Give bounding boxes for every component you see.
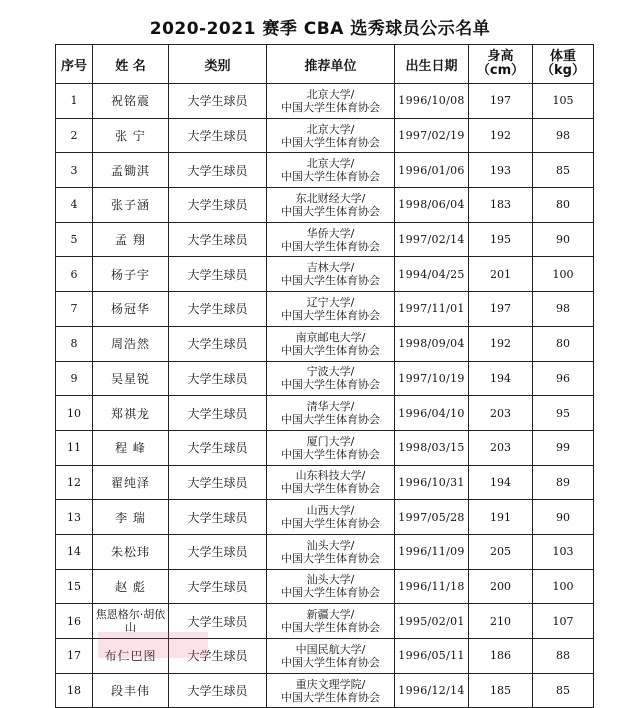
cell-dob: 1996/10/08 [395, 84, 469, 119]
cell-name: 郑祺龙 [93, 396, 169, 431]
cell-height: 191 [469, 500, 533, 535]
cell-name: 焦恩格尔·胡依山 [93, 604, 169, 639]
cell-name: 祝铭震 [93, 84, 169, 119]
cell-dob: 1996/11/18 [395, 569, 469, 604]
unit-association: 中国大学生体育协会 [281, 274, 380, 288]
cell-weight: 90 [533, 222, 594, 257]
cell-unit [267, 188, 395, 223]
table-row [56, 534, 594, 569]
cell-dob: 1998/03/15 [395, 430, 469, 465]
cell-unit [267, 673, 395, 708]
cell-seq: 2 [56, 118, 93, 153]
header-height [469, 45, 533, 84]
unit-association: 中国大学生体育协会 [281, 308, 380, 322]
cell-seq: 17 [56, 639, 93, 674]
header-category: 类别 [169, 45, 267, 84]
draft-roster-table [55, 44, 594, 708]
cell-category: 大学生球员 [169, 430, 267, 465]
cell-seq: 16 [56, 604, 93, 639]
unit-school: 清华大学/ [306, 400, 355, 414]
cell-category: 大学生球员 [169, 569, 267, 604]
unit-association: 中国大学生体育协会 [281, 100, 380, 114]
cell-dob: 1998/06/04 [395, 188, 469, 223]
unit-association: 中国大学生体育协会 [281, 343, 380, 357]
cell-weight: 107 [533, 604, 594, 639]
cell-unit [267, 465, 395, 500]
unit-association: 中国大学生体育协会 [281, 621, 380, 635]
cell-weight: 98 [533, 292, 594, 327]
cell-dob: 1996/04/10 [395, 396, 469, 431]
cell-category: 大学生球员 [169, 673, 267, 708]
cell-category: 大学生球员 [169, 188, 267, 223]
unit-school: 辽宁大学/ [306, 295, 355, 309]
unit-school: 汕头大学/ [306, 538, 355, 552]
cell-height: 193 [469, 153, 533, 188]
unit-association: 中国大学生体育协会 [281, 239, 380, 253]
unit-association: 中国大学生体育协会 [281, 413, 380, 427]
unit-association: 中国大学生体育协会 [281, 655, 380, 669]
cell-weight: 98 [533, 118, 594, 153]
unit-school: 北京大学/ [306, 157, 355, 171]
cell-seq: 1 [56, 84, 93, 119]
cell-category: 大学生球员 [169, 639, 267, 674]
table-row [56, 118, 594, 153]
cell-name: 程 峰 [93, 430, 169, 465]
cell-weight: 100 [533, 257, 594, 292]
cell-dob: 1998/09/04 [395, 326, 469, 361]
unit-school: 华侨大学/ [306, 226, 355, 240]
cell-name: 张子涵 [93, 188, 169, 223]
table-row [56, 569, 594, 604]
cell-seq: 8 [56, 326, 93, 361]
table-row [56, 430, 594, 465]
cell-seq: 3 [56, 153, 93, 188]
cell-seq: 11 [56, 430, 93, 465]
unit-school: 新疆大学/ [306, 608, 355, 622]
cell-weight: 88 [533, 639, 594, 674]
cell-name: 周浩然 [93, 326, 169, 361]
cell-height: 194 [469, 361, 533, 396]
header-name: 姓 名 [93, 45, 169, 84]
cell-category: 大学生球员 [169, 500, 267, 535]
cell-dob: 1996/11/09 [395, 534, 469, 569]
cell-dob: 1996/05/11 [395, 639, 469, 674]
cell-weight: 103 [533, 534, 594, 569]
cell-weight: 80 [533, 188, 594, 223]
cell-weight: 105 [533, 84, 594, 119]
cell-seq: 7 [56, 292, 93, 327]
header-unit: 推荐单位 [267, 45, 395, 84]
unit-school: 中国民航大学/ [295, 642, 366, 656]
cell-category: 大学生球员 [169, 222, 267, 257]
cell-height: 185 [469, 673, 533, 708]
cell-unit [267, 84, 395, 119]
unit-school: 厦门大学/ [306, 434, 355, 448]
cell-height: 186 [469, 639, 533, 674]
cell-name: 段丰伟 [93, 673, 169, 708]
table-body [56, 84, 594, 708]
cell-unit [267, 153, 395, 188]
cell-seq: 15 [56, 569, 93, 604]
cell-name: 赵 彪 [93, 569, 169, 604]
table-row [56, 673, 594, 708]
cell-weight: 95 [533, 396, 594, 431]
unit-school: 东北财经大学/ [295, 191, 366, 205]
cell-unit [267, 118, 395, 153]
cell-category: 大学生球员 [169, 534, 267, 569]
cell-category: 大学生球员 [169, 326, 267, 361]
cell-height: 192 [469, 326, 533, 361]
cell-dob: 1997/10/19 [395, 361, 469, 396]
unit-association: 中国大学生体育协会 [281, 551, 380, 565]
cell-dob: 1994/04/25 [395, 257, 469, 292]
table-row [56, 84, 594, 119]
header-dob: 出生日期 [395, 45, 469, 84]
cell-dob: 1997/11/01 [395, 292, 469, 327]
cell-height: 192 [469, 118, 533, 153]
unit-school: 吉林大学/ [306, 261, 355, 275]
cell-seq: 13 [56, 500, 93, 535]
cell-unit [267, 361, 395, 396]
table-row [56, 292, 594, 327]
cell-unit [267, 396, 395, 431]
cell-dob: 1997/05/28 [395, 500, 469, 535]
header-weight [533, 45, 594, 84]
cell-category: 大学生球员 [169, 84, 267, 119]
unit-school: 重庆文理学院/ [295, 677, 366, 691]
cell-seq: 18 [56, 673, 93, 708]
cell-dob: 1996/01/06 [395, 153, 469, 188]
cell-category: 大学生球员 [169, 604, 267, 639]
unit-association: 中国大学生体育协会 [281, 690, 380, 704]
unit-association: 中国大学生体育协会 [281, 378, 380, 392]
cell-unit [267, 639, 395, 674]
unit-association: 中国大学生体育协会 [281, 586, 380, 600]
cell-name: 孟 翔 [93, 222, 169, 257]
unit-school: 山西大学/ [306, 504, 355, 518]
cell-height: 210 [469, 604, 533, 639]
page-title: 2020-2021 赛季 CBA 选秀球员公示名单 [149, 19, 491, 39]
unit-school: 宁波大学/ [306, 365, 355, 379]
cell-unit [267, 292, 395, 327]
table-row [56, 222, 594, 257]
cell-name: 朱松玮 [93, 534, 169, 569]
cell-seq: 5 [56, 222, 93, 257]
cell-unit [267, 569, 395, 604]
table-header-row [56, 45, 594, 84]
cell-dob: 1996/12/14 [395, 673, 469, 708]
cell-height: 197 [469, 84, 533, 119]
table-row [56, 465, 594, 500]
cell-unit [267, 257, 395, 292]
cell-seq: 6 [56, 257, 93, 292]
cell-seq: 10 [56, 396, 93, 431]
cell-height: 200 [469, 569, 533, 604]
cell-unit [267, 430, 395, 465]
cell-category: 大学生球员 [169, 153, 267, 188]
cell-height: 201 [469, 257, 533, 292]
cell-dob: 1997/02/14 [395, 222, 469, 257]
table-row [56, 639, 594, 674]
cell-seq: 9 [56, 361, 93, 396]
cell-height: 195 [469, 222, 533, 257]
cell-seq: 4 [56, 188, 93, 223]
table-row [56, 153, 594, 188]
unit-association: 中国大学生体育协会 [281, 135, 380, 149]
table-row [56, 396, 594, 431]
cell-name: 杨冠华 [93, 292, 169, 327]
unit-association: 中国大学生体育协会 [281, 447, 380, 461]
cell-name: 杨子宇 [93, 257, 169, 292]
cell-dob: 1995/02/01 [395, 604, 469, 639]
cell-name: 孟锄淇 [93, 153, 169, 188]
unit-school: 北京大学/ [306, 122, 355, 136]
cell-height: 203 [469, 396, 533, 431]
table-row [56, 257, 594, 292]
cell-weight: 96 [533, 361, 594, 396]
cell-height: 183 [469, 188, 533, 223]
cell-weight: 99 [533, 430, 594, 465]
cell-category: 大学生球员 [169, 361, 267, 396]
cell-unit [267, 222, 395, 257]
unit-association: 中国大学生体育协会 [281, 482, 380, 496]
cell-dob: 1997/02/19 [395, 118, 469, 153]
cell-name: 布仁巴图 [93, 639, 169, 674]
unit-school: 山东科技大学/ [295, 469, 366, 483]
unit-association: 中国大学生体育协会 [281, 204, 380, 218]
cell-unit [267, 534, 395, 569]
cell-category: 大学生球员 [169, 292, 267, 327]
cell-category: 大学生球员 [169, 257, 267, 292]
cell-name: 吴星锐 [93, 361, 169, 396]
cell-weight: 90 [533, 500, 594, 535]
table-row [56, 500, 594, 535]
cell-name: 李 瑞 [93, 500, 169, 535]
unit-association: 中国大学生体育协会 [281, 517, 380, 531]
header-seq: 序号 [56, 45, 93, 84]
cell-weight: 85 [533, 153, 594, 188]
table-row [56, 326, 594, 361]
cell-weight: 80 [533, 326, 594, 361]
unit-school: 北京大学/ [306, 87, 355, 101]
header-weight-unit: （kg） [541, 63, 585, 78]
table-row [56, 188, 594, 223]
cell-seq: 12 [56, 465, 93, 500]
cell-height: 194 [469, 465, 533, 500]
cell-category: 大学生球员 [169, 465, 267, 500]
table-row [56, 361, 594, 396]
cell-seq: 14 [56, 534, 93, 569]
cell-unit [267, 500, 395, 535]
cell-weight: 85 [533, 673, 594, 708]
cell-dob: 1996/10/31 [395, 465, 469, 500]
unit-association: 中国大学生体育协会 [281, 170, 380, 184]
header-height-label: 身高 [487, 49, 514, 64]
cell-height: 197 [469, 292, 533, 327]
cell-category: 大学生球员 [169, 118, 267, 153]
cell-name: 翟纯泽 [93, 465, 169, 500]
cell-category: 大学生球员 [169, 396, 267, 431]
unit-school: 汕头大学/ [306, 573, 355, 587]
cell-name: 张 宁 [93, 118, 169, 153]
header-height-unit: （cm） [476, 63, 525, 78]
unit-school: 南京邮电大学/ [295, 330, 366, 344]
cell-unit [267, 326, 395, 361]
cell-height: 205 [469, 534, 533, 569]
table-row [56, 604, 594, 639]
cell-weight: 89 [533, 465, 594, 500]
cell-unit [267, 604, 395, 639]
cell-weight: 100 [533, 569, 594, 604]
header-weight-label: 体重 [549, 49, 576, 64]
cell-height: 203 [469, 430, 533, 465]
